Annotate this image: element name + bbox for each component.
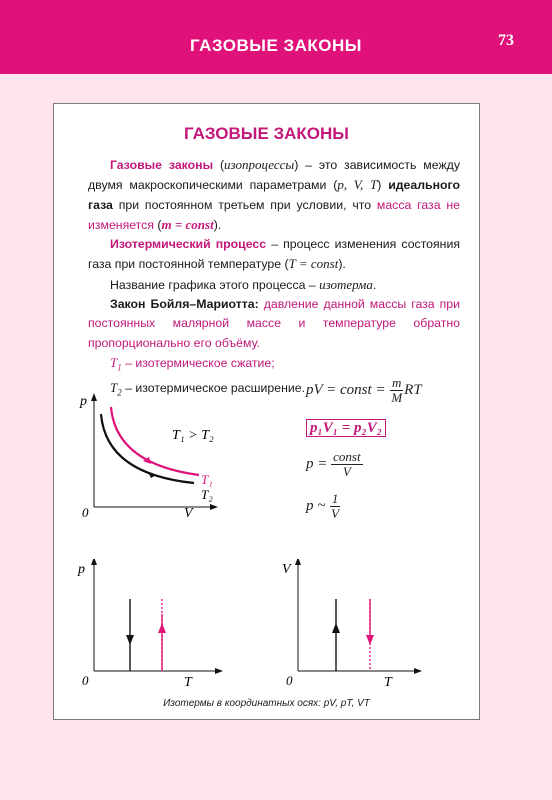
graph-pt bbox=[74, 559, 234, 689]
graph1-y-label: p bbox=[80, 394, 87, 409]
fraction-m-over-m bbox=[389, 376, 404, 405]
frac-den: V bbox=[342, 464, 351, 479]
down-arrow bbox=[366, 635, 374, 645]
graph-pv bbox=[74, 389, 234, 519]
paragraph-isothermal bbox=[88, 235, 460, 275]
text-run: при постоянном третьем при условии, что bbox=[112, 197, 377, 212]
frac-num: const bbox=[333, 449, 361, 464]
formula-p-const-v bbox=[306, 450, 363, 479]
term-isotherm: изотерма bbox=[319, 276, 373, 292]
content-card bbox=[53, 103, 480, 720]
text-run: – процесс изменения состояния газа при постоянной температуре ( bbox=[88, 237, 460, 272]
graph3-y-label: V bbox=[282, 562, 291, 577]
graph3-origin: 0 bbox=[286, 673, 293, 688]
graph-vt bbox=[278, 559, 438, 689]
condition-mass: масса газа не изменяется bbox=[88, 197, 460, 232]
law-name: Закон Бойля–Мариотта: bbox=[110, 297, 259, 312]
t1-text: – изотермическое сжатие; bbox=[121, 355, 275, 370]
t-const: T = const bbox=[288, 256, 339, 272]
formula-part: RT bbox=[404, 381, 422, 398]
graph1-origin: 0 bbox=[82, 505, 89, 519]
text-run: . bbox=[372, 277, 377, 292]
t2-symbol: T bbox=[110, 379, 118, 395]
formula-boyle bbox=[306, 420, 386, 437]
graph3-x-label: T bbox=[384, 675, 392, 689]
term-ideal-gas: идеального газа bbox=[88, 178, 461, 212]
graph1-relation: T₁ > T₂ bbox=[172, 428, 214, 443]
fraction-1-over-v bbox=[329, 492, 341, 521]
vars-pvt: p, V, T bbox=[337, 177, 378, 193]
formula-part: p = bbox=[306, 455, 332, 472]
t2-text: – изотермическое расширение. bbox=[121, 380, 305, 395]
text-run: ) bbox=[377, 178, 389, 193]
body-text bbox=[88, 155, 460, 402]
down-arrow bbox=[126, 635, 134, 645]
frac-num: m bbox=[392, 375, 402, 390]
text-run: Название графика этого процесса – bbox=[110, 277, 320, 292]
t2-arrow bbox=[148, 472, 156, 478]
graphs-caption: Изотермы в координатных осях: pV, pT, VT bbox=[163, 698, 370, 709]
formula-boxed: p₁V₁ = p₂V₂ bbox=[306, 419, 386, 437]
term-gas-laws: Газовые законы bbox=[110, 158, 214, 172]
formula-clapeyron bbox=[306, 376, 422, 405]
graph2-x-label: T bbox=[184, 675, 192, 689]
term-isothermal: Изотермический процесс bbox=[110, 237, 267, 252]
graph2-origin: 0 bbox=[82, 673, 89, 688]
graph2-y-label: p bbox=[78, 562, 85, 577]
paragraph-definition: Газовые законы (изопроцессы) – это зависимость между двумя макроскопическими параметрами (p, V, T) идеального газа при постоянном третьем при условии, что масса газа не изменяется (m = const). bbox=[88, 157, 461, 232]
formula-p-prop bbox=[306, 492, 341, 521]
paragraph-t1 bbox=[88, 353, 460, 378]
law-statement: давление данной массы газа при постоянных малярной массе и температуре обратно пропорционально его объёму. bbox=[88, 297, 460, 350]
text-run: – это зависимость между двумя макроскопическими параметрами ( bbox=[88, 158, 460, 193]
t1-symbol: T bbox=[110, 354, 118, 370]
up-arrow bbox=[332, 623, 340, 633]
paragraph-boyle-law bbox=[88, 295, 460, 353]
page-header bbox=[0, 0, 552, 74]
t2-sub: 2 bbox=[117, 387, 122, 398]
fraction-const-over-v bbox=[331, 450, 362, 479]
graph1-x-label: V bbox=[184, 506, 193, 519]
frac-num: 1 bbox=[331, 491, 339, 506]
card-title: ГАЗОВЫЕ ЗАКОНЫ bbox=[184, 124, 349, 143]
formula-part: p ~ bbox=[306, 497, 330, 514]
paragraph-graph-name bbox=[88, 275, 460, 295]
t1-sub: 1 bbox=[117, 362, 122, 373]
frac-den: V bbox=[331, 506, 340, 521]
page-number: 73 bbox=[498, 32, 514, 49]
graph1-curve2-label: T₂ bbox=[201, 487, 213, 502]
term-isoprocesses: изопроцессы bbox=[224, 157, 295, 172]
up-arrow bbox=[158, 623, 166, 633]
header-title: ГАЗОВЫЕ ЗАКОНЫ bbox=[190, 36, 362, 55]
m-const: m = const bbox=[161, 216, 214, 232]
frac-den: M bbox=[391, 390, 403, 405]
text-run: ). bbox=[338, 257, 346, 272]
graph1-curve1-label: T₁ bbox=[201, 472, 213, 487]
formula-part: pV = const = bbox=[306, 381, 390, 398]
